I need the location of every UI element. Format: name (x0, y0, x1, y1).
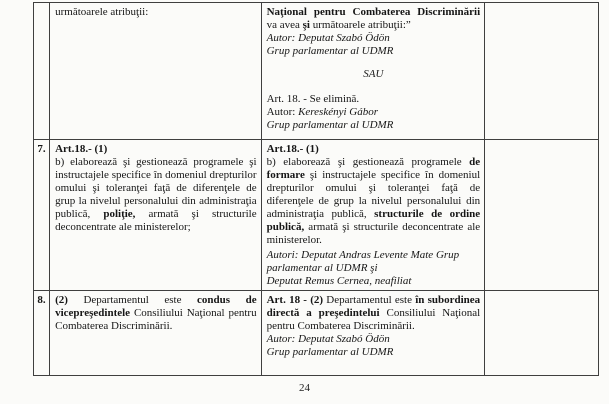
paragraph: va avea şi următoarele atribuţii:” (266, 19, 411, 31)
author-line: Grup parlamentar al UDMR (266, 45, 394, 57)
row-number (34, 3, 50, 140)
original-text-cell (50, 3, 261, 140)
author-line: Grup parlamentar al UDMR (266, 119, 394, 131)
sau-separator: SAU (363, 68, 384, 80)
original-text-cell (50, 291, 261, 376)
paragraph: b) elaborează şi gestionează programele şi instructajele specifice în domeniul drepturilor omului şi toleranţei faţă de diferenţele de grup la nivelul personalului din administraţia publică, poliţie, armată şi structurile deconcentrate ale ministerelor; (55, 156, 257, 233)
empty-cell (485, 3, 599, 140)
author-line: Autor: Deputat Szabó Ödön (266, 333, 390, 345)
paragraph: Art. 18. - Se elimină. (266, 93, 360, 105)
page-number: 24 (299, 382, 310, 394)
row-number: 8. (34, 291, 50, 376)
article-title: Art.18.- (1) (266, 143, 319, 155)
article-title: Art.18.- (1) (55, 143, 108, 155)
paragraph: (2) Departamentul este condus de vicepreşedintele Consiliului Naţional pentru Combaterea Discriminării. (55, 294, 257, 332)
author-line: Autor: Deputat Szabó Ödön (266, 32, 390, 44)
author-line: parlamentar al UDMR şi (266, 262, 378, 274)
paragraph: b) elaborează şi gestionează programele de formare şi instructajele specifice în domeniul drepturilor omului şi toleranţei faţă de diferenţele de grup la nivelul personalului din administraţia publică, structurile de ordine publică, armată şi structurile deconcentrate ale ministerelor. (266, 156, 481, 246)
row-number: 7. (34, 140, 50, 291)
paragraph: Art. 18 - (2) Departamentul este în subordinea directă a preşedintelui Consiliului Naţional pentru Combaterea Discriminării. (266, 294, 481, 332)
table-row-continuation (34, 3, 599, 140)
author-line: Autor: Kereskényi Gábor (266, 106, 379, 118)
table-row-7 (34, 140, 599, 291)
table-row-8 (34, 291, 599, 376)
empty-cell (485, 140, 599, 291)
author-line: Autori: Deputat Andras Levente Mate Grup (266, 249, 460, 261)
amendments-table (33, 2, 599, 376)
original-text-cell (50, 140, 261, 291)
author-line: Deputat Remus Cernea, neafiliat (266, 275, 412, 287)
amendment-text-cell (261, 140, 485, 291)
paragraph: Naţional pentru Combaterea Discriminării (266, 6, 481, 18)
paragraph: următoarele atribuţii: (55, 6, 149, 18)
amendment-text-cell (261, 3, 485, 140)
author-line: Grup parlamentar al UDMR (266, 346, 394, 358)
amendment-text-cell (261, 291, 485, 376)
empty-cell (485, 291, 599, 376)
